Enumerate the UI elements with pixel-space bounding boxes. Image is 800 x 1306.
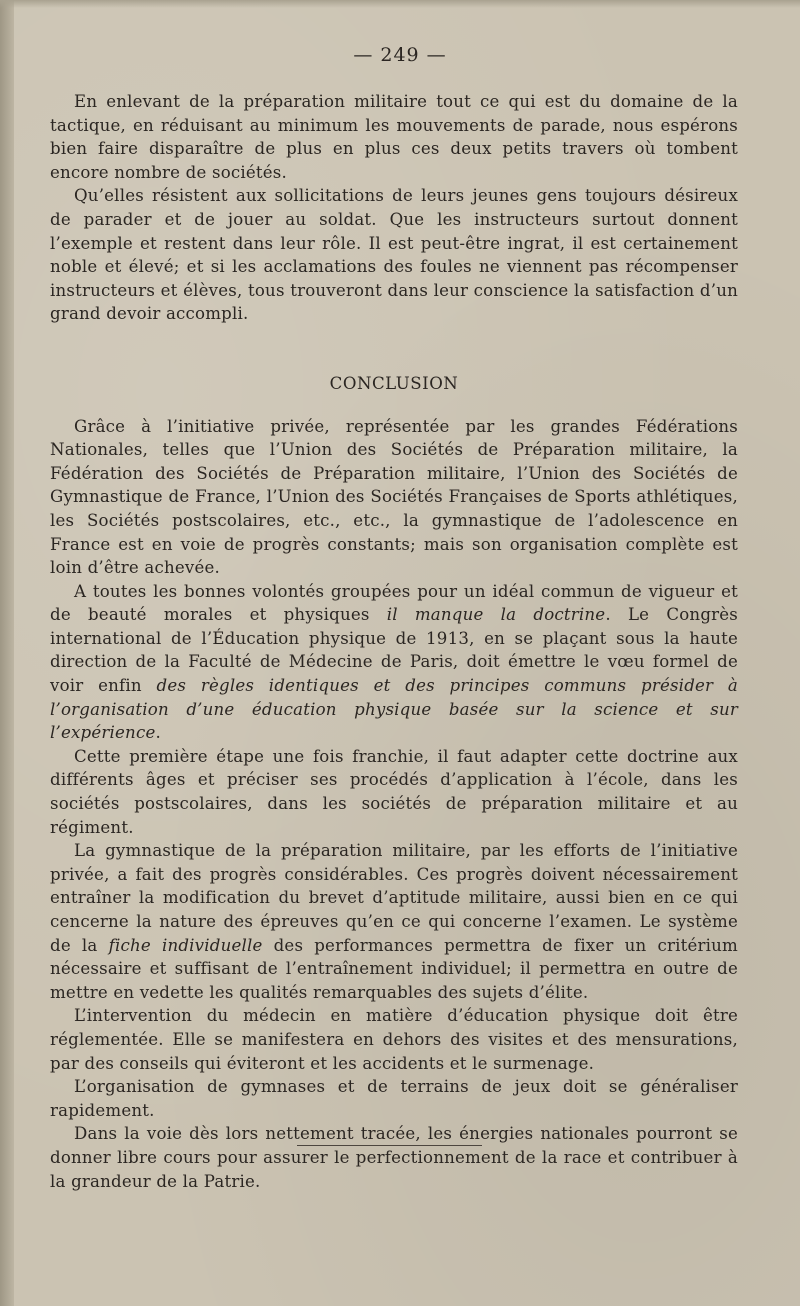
- paragraph-gymnasiums: L’organisation de gymnases et de terrains de jeux doit se généraliser rapidement.: [50, 1077, 738, 1120]
- italic-phrase-fiche: fiche individuelle: [108, 935, 263, 955]
- page-body: [50, 90, 738, 1193]
- italic-phrase-doctrine: il manque la doctrine: [386, 605, 606, 625]
- paragraph-patrie: Dans la voie dès lors nettement tracée, les énergies nationales pourront se donner libre cours pour assurer le perfectionnement de la race et contribuer à la grandeur de la Patrie.: [50, 1124, 738, 1191]
- text-run: A toutes les bonnes volontés groupées pour un idéal commun de vigueur et de beauté morales et physiques: [50, 581, 738, 625]
- paragraph-instructors: Qu’elles résistent aux sollicitations de leurs jeunes gens toujours désireux de parader et de jouer au soldat. Que les instructeurs surtout donnent l’exemple et restent dans leur rôle. Il est peut-être ingrat, il est certainement noble et élevé; et si les acclamations des foules ne viennent pas récompenser instructeurs et élèves, tous trouveront dans leur conscience la satisfaction d’un grand devoir accompli.: [50, 186, 738, 324]
- paragraph-federations: Grâce à l’initiative privée, représentée par les grandes Fédérations Nationales, telles que l’Union des Sociétés de Préparation militaire, la Fédération des Sociétés de Préparation militaire, l’Union des Sociétés de Gymnastique de France, l’Union des Sociétés Françaises de Sports athlétiques, les Sociétés postscolaires, etc., etc., la gymnastique de l’adolescence en France est en voie de progrès constants; mais son organisation complète est loin d’être achevée.: [50, 416, 738, 578]
- text-run: .: [155, 723, 161, 743]
- paragraph-doctrine: [50, 580, 738, 745]
- paragraph-parade: En enlevant de la préparation militaire tout ce qui est du domaine de la tactique, en réduisant au minimum les mouvements de parade, nous espérons bien faire disparaître de plus en plus ces deux petits travers où tombent encore nombre de sociétés.: [50, 92, 738, 182]
- paragraph-doctor: L’intervention du médecin en matière d’éducation physique doit être réglementée. Elle se manifestera en dehors des visites et des mensurations, par des conseils qui éviteront et les accidents et le surmenage.: [50, 1006, 738, 1073]
- text-run: La gymnastique de la préparation militaire, par les efforts de l’initiative privée, a fait des progrès considérables. Ces progrès doivent nécessairement entraîner la modification du brevet d’aptitude militaire, aussi bien en ce qui cencerne la nature des épreuves qu’en ce qui concerne l’examen. Le système de la: [50, 841, 738, 955]
- paragraph-military-gymnastics: [50, 839, 738, 1004]
- page-number: — 249 —: [353, 44, 447, 66]
- italic-phrase-rules: des règles identiques et des principes communs présider à l’organisation d’une éducation physique basée sur la science et sur l’expérience: [50, 676, 739, 743]
- section-heading-conclusion: CONCLUSION: [329, 373, 459, 393]
- paragraph-first-step: Cette première étape une fois franchie, il faut adapter cette doctrine aux différents âges et préciser ses procédés d’application à l’école, dans les sociétés postscolaires, dans les sociétés de préparation militaire et au régiment.: [50, 746, 738, 837]
- page-binding-edge: [0, 0, 14, 1306]
- page-top-edge: [0, 0, 800, 8]
- text-run: . Le Congrès international de l’Éducation physique de 1913, en se plaçant sous la haute direction de la Faculté de Médecine de Paris, doit émettre le vœu formel de voir enfin: [50, 605, 739, 696]
- text-run: des performances permettra de fixer un critérium nécessaire et suffisant de l’entraînement individuel; il permettra en outre de mettre en vedette les qualités remarquables des sujets d’élite.: [50, 935, 738, 1002]
- end-rule: [297, 1145, 482, 1146]
